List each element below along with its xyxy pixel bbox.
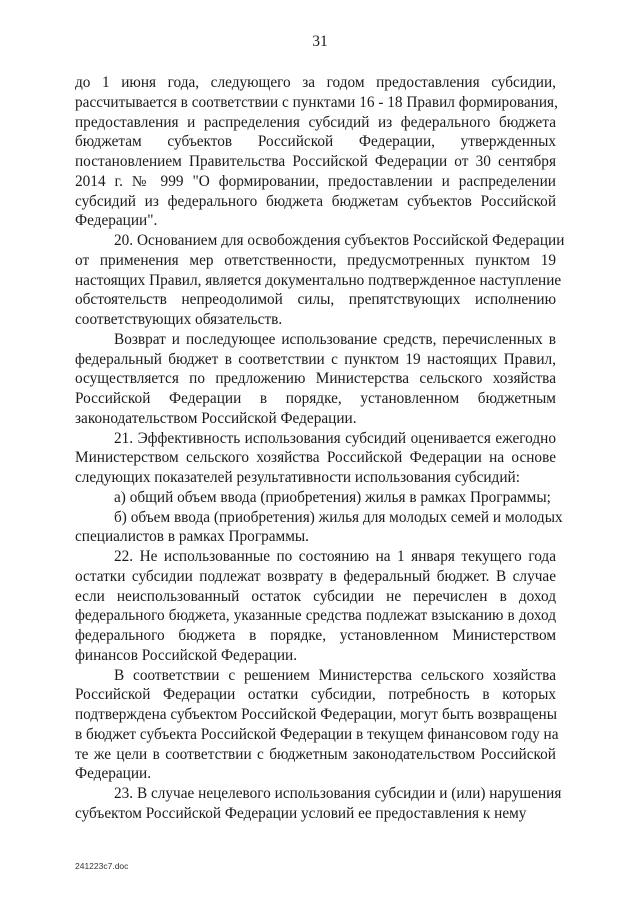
- text-line: бюджетам субъектов Российской Федерации, утвержденных: [75, 133, 556, 151]
- text-line: В соответствии с решением Министерства сельского хозяйства: [114, 666, 556, 684]
- text-line: б) объем ввода (приобретения) жилья для молодых семей и молодых: [114, 508, 563, 526]
- text-line: 2014 г. № 999 "О формировании, предоставлении и распределении: [75, 172, 556, 190]
- text-line: от применения мер ответственности, предусмотренных пунктом 19: [75, 251, 556, 269]
- text-line: подтверждена субъектом Российской Федерации, могут быть возвращены: [75, 706, 557, 723]
- text-line: 22. Не использованные по состоянию на 1 января текущего года: [114, 548, 556, 565]
- paragraph: [75, 784, 562, 824]
- text-line: настоящих Правил, является документально подтвержденное наступление: [75, 271, 562, 289]
- text-line: те же цели в соответствии с бюджетным законодательством Российской: [75, 745, 556, 763]
- text-line: осуществляется по предложению Министерства сельского хозяйства: [75, 370, 556, 388]
- text-line: 23. В случае нецелевого использования субсидии и (или) нарушения: [114, 785, 562, 802]
- text-line: до 1 июня года, следующего за годом предоставления субсидии,: [75, 74, 556, 91]
- text-line: если неиспользованный остаток субсидии не перечислен в доход: [75, 587, 556, 605]
- text-line: Возврат и последующее использование средств, перечисленных в: [114, 330, 556, 348]
- text-line: следующих показателей результативности использования субсидий:: [75, 469, 520, 486]
- text-line: рассчитывается в соответствии с пунктами 16 - 18 Правил формирования,: [75, 93, 558, 111]
- text-line: Министерством сельского хозяйства Российской Федерации на основе: [75, 449, 556, 467]
- text-line: 20. Основанием для освобождения субъектов Российской Федерации: [114, 232, 565, 249]
- text-line: специалистов в рамках Программы.: [75, 528, 309, 546]
- text-line: остатки субсидии подлежат возврату в федеральный бюджет. В случае: [75, 567, 556, 585]
- paragraph: [75, 666, 559, 785]
- text-line: федеральный бюджет в соответствии с пунктом 19 настоящих Правил,: [75, 350, 556, 368]
- paragraph: [75, 330, 556, 429]
- text-line: субсидий из федерального бюджета бюджетам субъектов Российской: [75, 192, 556, 210]
- text-line: постановлением Правительства Российской Федерации от 30 сентября: [75, 153, 556, 170]
- text-line: Российской Федерации в порядке, установленном бюджетным: [75, 390, 556, 407]
- paragraph: [75, 429, 556, 488]
- text-line: финансов Российской Федерации.: [75, 646, 298, 664]
- text-line: Российской Федерации остатки субсидии, потребность в которых: [75, 686, 556, 704]
- text-line: законодательством Российской Федерации.: [75, 409, 357, 427]
- paragraph: [75, 488, 556, 508]
- text-line: соответствующих обязательств.: [75, 311, 283, 328]
- paragraph: [75, 547, 556, 666]
- text-line: Федерации".: [75, 212, 158, 230]
- text-line: в бюджет субъекта Российской Федерации в текущем финансовом году на: [75, 725, 559, 743]
- text-line: федерального бюджета в порядке, установленном Министерством: [75, 627, 556, 644]
- paragraph: [75, 508, 563, 548]
- text-line: 21. Эффективность использования субсидий оценивается ежегодно: [114, 429, 556, 447]
- text-line: субъектом Российской Федерации условий ее предоставления к нему: [75, 804, 527, 822]
- footer-file-code: 241223c7.doc: [75, 861, 129, 871]
- paragraph: [75, 73, 556, 231]
- text-line: а) общий объем ввода (приобретения) жилья в рамках Программы;: [114, 488, 551, 506]
- text-line: федерального бюджета, указанные средства подлежат взысканию в доход: [75, 607, 556, 625]
- page-number: 31: [312, 33, 328, 50]
- text-line: Федерации.: [75, 765, 152, 783]
- paragraph: [75, 231, 565, 330]
- text-line: обстоятельств непреодолимой силы, препятствующих исполнению: [75, 291, 556, 309]
- text-line: предоставления и распределения субсидий из федерального бюджета: [75, 113, 556, 131]
- document-body: [75, 73, 565, 824]
